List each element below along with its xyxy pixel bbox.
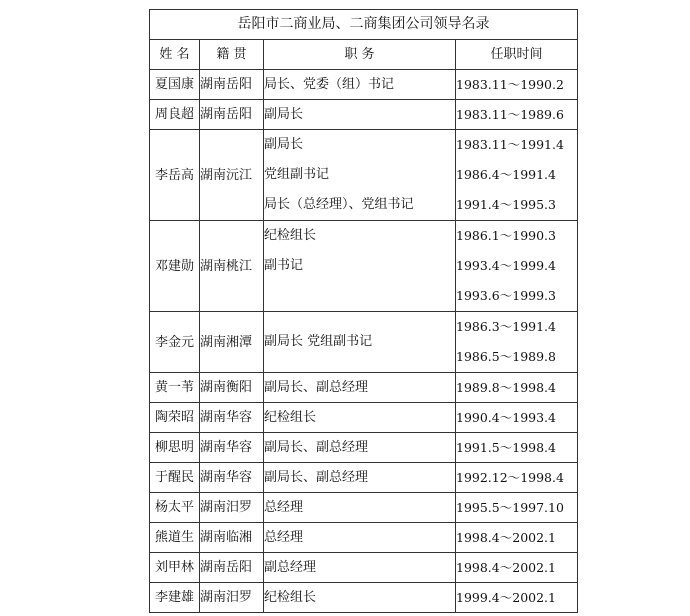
position-cell <box>264 312 456 373</box>
table-title: 岳阳市二商业局、二商集团公司领导名录 <box>150 10 578 40</box>
table-row <box>150 221 578 312</box>
term-line: 1993.6～1999.3 <box>456 288 556 303</box>
position-line: 局长（总经理）、党组书记 <box>264 197 414 212</box>
term-line: 1986.4～1991.4 <box>456 167 556 182</box>
term-line: 1999.4～2002.1 <box>456 590 556 605</box>
term-cell <box>456 312 578 373</box>
term-cell <box>456 70 578 100</box>
term-line: 1998.4～2002.1 <box>456 560 556 575</box>
leadership-roster-table <box>149 9 578 613</box>
term-line: 1983.11～1989.6 <box>456 107 564 122</box>
position-line: 总经理 <box>264 500 304 515</box>
position-line: 副局长 <box>264 107 304 122</box>
position-line: 党组副书记 <box>264 167 330 182</box>
term-cell <box>456 523 578 553</box>
native-place: 湖南汨罗 <box>200 493 264 523</box>
term-cell <box>456 433 578 463</box>
table-row <box>150 433 578 463</box>
position-line: 副局长、副总经理 <box>264 470 369 485</box>
position-cell <box>264 583 456 613</box>
table-row <box>150 70 578 100</box>
position-line: 纪检组长 <box>264 590 317 605</box>
position-cell <box>264 373 456 403</box>
term-cell <box>456 221 578 312</box>
position-line: 局长、党委（组）书记 <box>264 77 395 92</box>
term-line: 1992.12～1998.4 <box>456 470 564 485</box>
native-place: 湖南岳阳 <box>200 100 264 130</box>
person-name: 于醒民 <box>150 463 200 493</box>
person-name: 李岳高 <box>150 130 200 221</box>
term-line: 1983.11～1991.4 <box>456 137 564 152</box>
native-place: 湖南华容 <box>200 403 264 433</box>
position-cell <box>264 433 456 463</box>
term-cell <box>456 553 578 583</box>
header-position: 职 务 <box>264 40 456 70</box>
term-line: 1986.1～1990.3 <box>456 228 556 243</box>
term-line: 1986.3～1991.4 <box>456 319 556 334</box>
position-cell <box>264 553 456 583</box>
person-name: 李金元 <box>150 312 200 373</box>
native-place: 湖南华容 <box>200 433 264 463</box>
term-line: 1989.8～1998.4 <box>456 380 556 395</box>
native-place: 湖南临湘 <box>200 523 264 553</box>
position-line: 副书记 <box>264 258 304 273</box>
position-line: 纪检组长 <box>264 228 317 243</box>
native-place: 湖南岳阳 <box>200 553 264 583</box>
header-native-place: 籍 贯 <box>200 40 264 70</box>
term-cell <box>456 493 578 523</box>
position-cell <box>264 70 456 100</box>
person-name: 邓建勋 <box>150 221 200 312</box>
position-line: 纪检组长 <box>264 410 317 425</box>
native-place: 湖南汨罗 <box>200 583 264 613</box>
table-row <box>150 493 578 523</box>
term-line: 1990.4～1993.4 <box>456 410 556 425</box>
person-name: 李建雄 <box>150 583 200 613</box>
table-row <box>150 312 578 373</box>
position-cell <box>264 463 456 493</box>
term-line: 1991.4～1995.3 <box>456 197 556 212</box>
term-line: 1998.4～2002.1 <box>456 530 556 545</box>
position-cell <box>264 403 456 433</box>
position-line: 总经理 <box>264 530 304 545</box>
position-line: 副局长 党组副书记 <box>264 334 373 349</box>
table-body <box>150 70 578 613</box>
term-cell <box>456 583 578 613</box>
header-term: 任职时间 <box>456 40 578 70</box>
position-line: 副局长、副总经理 <box>264 440 369 455</box>
native-place: 湖南沅江 <box>200 130 264 221</box>
table-row <box>150 373 578 403</box>
table-row <box>150 463 578 493</box>
position-cell <box>264 130 456 221</box>
table-row <box>150 100 578 130</box>
term-line: 1991.5～1998.4 <box>456 440 556 455</box>
table-row <box>150 553 578 583</box>
header-name: 姓 名 <box>150 40 200 70</box>
term-cell <box>456 100 578 130</box>
table-header-row <box>150 40 578 70</box>
native-place: 湖南华容 <box>200 463 264 493</box>
position-cell <box>264 221 456 312</box>
position-line: 副局长 <box>264 137 304 152</box>
term-line: 1993.4～1999.4 <box>456 258 556 273</box>
table-row <box>150 130 578 221</box>
native-place: 湖南湘潭 <box>200 312 264 373</box>
table-row <box>150 523 578 553</box>
person-name: 杨太平 <box>150 493 200 523</box>
person-name: 刘甲林 <box>150 553 200 583</box>
term-line: 1986.5～1989.8 <box>456 349 556 364</box>
table-row <box>150 403 578 433</box>
person-name: 柳思明 <box>150 433 200 463</box>
position-line: 副总经理 <box>264 560 317 575</box>
person-name: 夏国康 <box>150 70 200 100</box>
table-row <box>150 583 578 613</box>
person-name: 黄一苇 <box>150 373 200 403</box>
term-cell <box>456 463 578 493</box>
position-line: 副局长、副总经理 <box>264 380 369 395</box>
position-cell <box>264 493 456 523</box>
native-place: 湖南桃江 <box>200 221 264 312</box>
term-line: 1995.5～1997.10 <box>456 500 564 515</box>
term-line: 1983.11～1990.2 <box>456 77 564 92</box>
term-cell <box>456 373 578 403</box>
term-cell <box>456 403 578 433</box>
person-name: 熊道生 <box>150 523 200 553</box>
native-place: 湖南衡阳 <box>200 373 264 403</box>
position-cell <box>264 523 456 553</box>
native-place: 湖南岳阳 <box>200 70 264 100</box>
position-cell <box>264 100 456 130</box>
person-name: 陶荣昭 <box>150 403 200 433</box>
person-name: 周良超 <box>150 100 200 130</box>
term-cell <box>456 130 578 221</box>
